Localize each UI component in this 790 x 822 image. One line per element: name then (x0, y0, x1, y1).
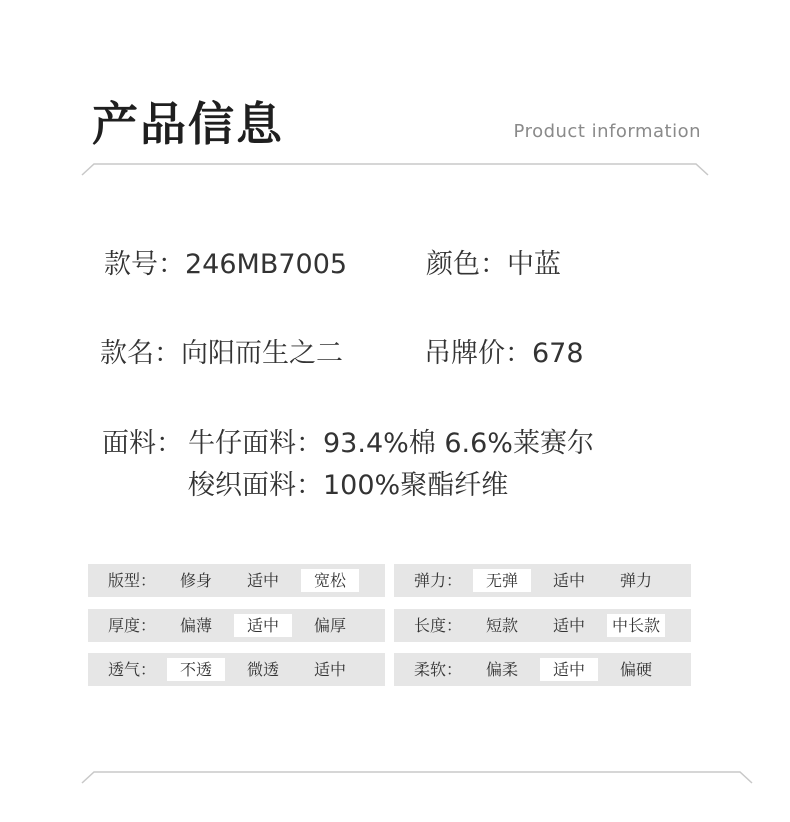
fabric-label: 面料： (102, 428, 183, 459)
attribute-option: 修身 (179, 571, 212, 590)
attribute-option: 偏厚 (313, 616, 346, 635)
attribute-option: 短款 (485, 616, 518, 635)
attribute-row (88, 653, 691, 686)
attribute-label: 厚度： (108, 616, 157, 635)
attribute-option: 偏薄 (179, 616, 212, 635)
attribute-thickness (88, 609, 385, 642)
page-title: 产品信息 (92, 97, 284, 151)
attribute-option: 弹力 (619, 571, 652, 590)
attribute-option-selected: 不透 (167, 658, 225, 681)
attribute-option-selected: 适中 (234, 614, 292, 637)
attribute-label: 弹力： (414, 571, 463, 590)
color-value: 颜色：中蓝 (426, 249, 561, 280)
attribute-option: 适中 (246, 571, 279, 590)
attribute-option-selected: 宽松 (301, 569, 359, 592)
attribute-stretch (394, 564, 691, 597)
style-name: 款名：向阳而生之二 (100, 338, 343, 369)
attribute-length (394, 609, 691, 642)
attribute-option-selected: 适中 (540, 658, 598, 681)
attribute-label: 柔软： (414, 660, 463, 679)
attribute-option-selected: 无弹 (473, 569, 531, 592)
attribute-label: 长度： (414, 616, 463, 635)
attribute-row (88, 564, 691, 597)
attribute-row (88, 609, 691, 642)
attribute-softness (394, 653, 691, 686)
top-divider (0, 158, 790, 178)
attribute-option: 适中 (552, 571, 585, 590)
style-number: 款号：246MB7005 (104, 249, 348, 280)
attribute-breathability (88, 653, 385, 686)
attribute-option: 适中 (552, 616, 585, 635)
page-subtitle: Product information (513, 121, 701, 142)
attribute-option: 偏硬 (619, 660, 652, 679)
bottom-divider (0, 766, 790, 786)
attribute-label: 版型： (108, 571, 157, 590)
attribute-label: 透气： (108, 660, 157, 679)
attribute-option-selected: 中长款 (607, 614, 665, 637)
fabric-woven: 梭织面料：100%聚酯纤维 (188, 470, 509, 501)
attribute-fit (88, 564, 385, 597)
tag-price: 吊牌价：678 (424, 338, 584, 369)
attribute-option: 适中 (313, 660, 346, 679)
fabric-denim: 牛仔面料：93.4%棉 6.6%莱赛尔 (188, 428, 594, 459)
attribute-option: 微透 (246, 660, 279, 679)
attribute-option: 偏柔 (485, 660, 518, 679)
